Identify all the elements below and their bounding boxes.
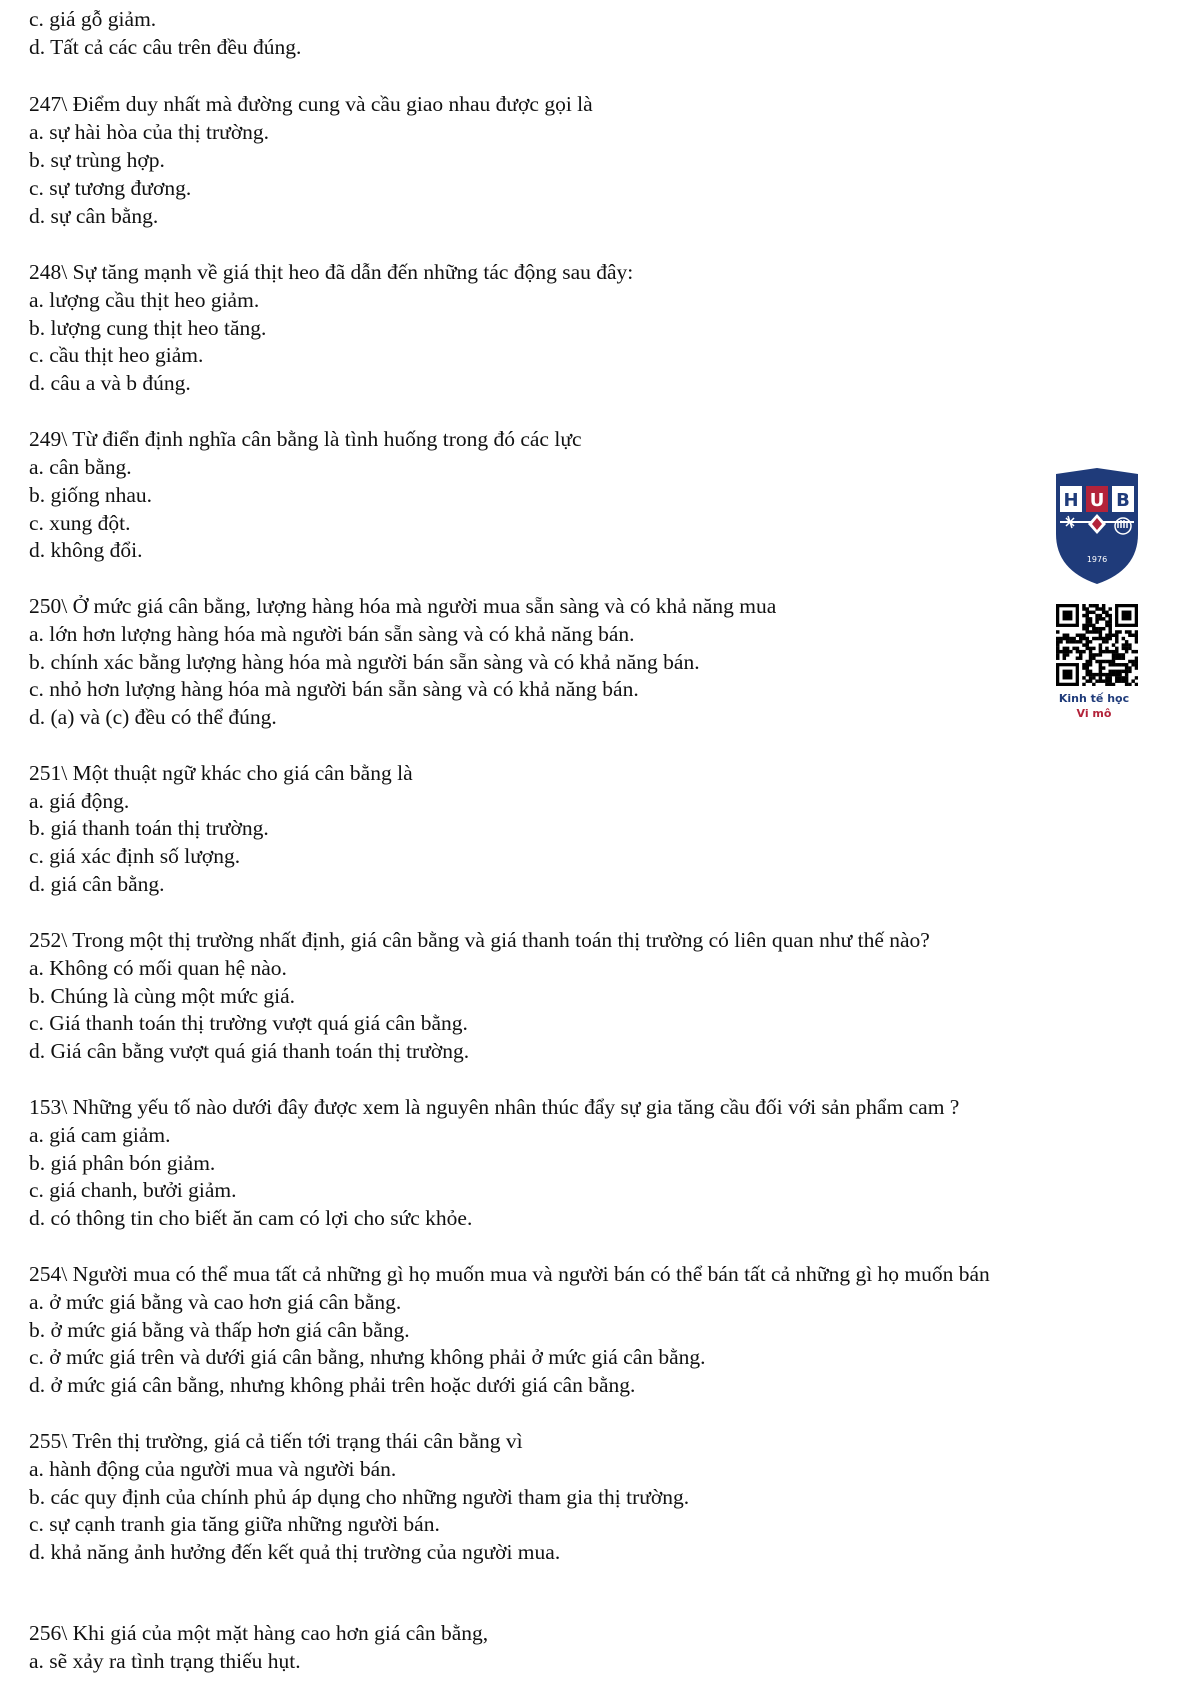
option-line: b. giá thanh toán thị trường. [29, 816, 269, 840]
option-line: d. Giá cân bằng vượt quá giá thanh toán thị trường. [29, 1039, 470, 1063]
brand-subtitle: Vi mô [1076, 707, 1112, 720]
option-line: b. giá phân bón giảm. [29, 1151, 216, 1175]
option-line: b. ở mức giá bằng và thấp hơn giá cân bằng. [29, 1318, 410, 1342]
option-line: c. cầu thịt heo giảm. [29, 343, 204, 367]
option-line: c. xung đột. [29, 511, 131, 535]
question-251: 251\ Một thuật ngữ khác cho giá cân bằng là [29, 761, 413, 785]
question-250: 250\ Ở mức giá cân bằng, lượng hàng hóa mà người mua sẵn sàng và có khả năng mua [29, 594, 777, 618]
logo-year: 1976 [1086, 555, 1108, 564]
question-249: 249\ Từ điển định nghĩa cân bằng là tình huống trong đó các lực [29, 427, 582, 451]
hub-logo [1052, 466, 1142, 586]
option-line: d. sự cân bằng. [29, 204, 159, 228]
option-line: a. giá cam giảm. [29, 1123, 171, 1147]
option-line: c. Giá thanh toán thị trường vượt quá giá cân bằng. [29, 1011, 468, 1035]
option-line: a. sẽ xảy ra tình trạng thiếu hụt. [29, 1649, 301, 1673]
option-line: a. sự hài hòa của thị trường. [29, 120, 270, 144]
option-line: a. cân bằng. [29, 455, 132, 479]
question-247: 247\ Điểm duy nhất mà đường cung và cầu giao nhau được gọi là [29, 92, 593, 116]
option-line: b. lượng cung thịt heo tăng. [29, 316, 267, 340]
brand-title: Kinh tế học [1058, 692, 1130, 705]
text-line: c. giá gỗ giảm. [29, 7, 157, 31]
qr-code [1056, 604, 1138, 686]
option-line: a. ở mức giá bằng và cao hơn giá cân bằng. [29, 1290, 402, 1314]
option-line: d. không đổi. [29, 538, 143, 562]
option-line: d. có thông tin cho biết ăn cam có lợi cho sức khỏe. [29, 1206, 473, 1230]
option-line: c. giá chanh, bưởi giảm. [29, 1178, 237, 1202]
option-line: c. ở mức giá trên và dưới giá cân bằng, nhưng không phải ở mức giá cân bằng. [29, 1345, 706, 1369]
option-line: d. giá cân bằng. [29, 872, 165, 896]
question-248: 248\ Sự tăng mạnh về giá thịt heo đã dẫn đến những tác động sau đây: [29, 260, 634, 284]
question-254: 254\ Người mua có thể mua tất cả những gì họ muốn mua và người bán có thể bán tất cả những gì họ muốn bán [29, 1262, 990, 1286]
option-line: c. nhỏ hơn lượng hàng hóa mà người bán sẵn sàng và có khả năng bán. [29, 677, 639, 701]
text-line: d. Tất cả các câu trên đều đúng. [29, 35, 302, 59]
option-line: a. Không có mối quan hệ nào. [29, 956, 287, 980]
option-line: b. giống nhau. [29, 483, 153, 507]
option-line: c. sự cạnh tranh gia tăng giữa những người bán. [29, 1512, 440, 1536]
question-256: 256\ Khi giá của một mặt hàng cao hơn giá cân bằng, [29, 1621, 489, 1645]
question-255: 255\ Trên thị trường, giá cả tiến tới trạng thái cân bằng vì [29, 1429, 523, 1453]
option-line: c. giá xác định số lượng. [29, 844, 241, 868]
logo-letter-u: U [1089, 490, 1105, 511]
option-line: a. giá động. [29, 789, 130, 813]
question-252: 252\ Trong một thị trường nhất định, giá cân bằng và giá thanh toán thị trường có liên quan như thế nào? [29, 928, 930, 952]
option-line: b. sự trùng hợp. [29, 148, 165, 172]
logo-letter-b: B [1116, 490, 1130, 511]
logo-letter-h: H [1063, 490, 1079, 511]
option-line: a. hành động của người mua và người bán. [29, 1457, 397, 1481]
option-line: a. lượng cầu thịt heo giảm. [29, 288, 260, 312]
option-line: b. Chúng là cùng một mức giá. [29, 984, 296, 1008]
option-line: d. khả năng ảnh hưởng đến kết quả thị trường của người mua. [29, 1540, 561, 1564]
option-line: d. (a) và (c) đều có thể đúng. [29, 705, 277, 729]
option-line: c. sự tương đương. [29, 176, 192, 200]
option-line: d. ở mức giá cân bằng, nhưng không phải trên hoặc dưới giá cân bằng. [29, 1373, 636, 1397]
option-line: b. chính xác bằng lượng hàng hóa mà người bán sẵn sàng và có khả năng bán. [29, 650, 700, 674]
question-153: 153\ Những yếu tố nào dưới đây được xem là nguyên nhân thúc đẩy sự gia tăng cầu đối với sản phẩm cam ? [29, 1095, 960, 1119]
option-line: b. các quy định của chính phủ áp dụng cho những người tham gia thị trường. [29, 1485, 690, 1509]
option-line: a. lớn hơn lượng hàng hóa mà người bán sẵn sàng và có khả năng bán. [29, 622, 635, 646]
option-line: d. câu a và b đúng. [29, 371, 191, 395]
